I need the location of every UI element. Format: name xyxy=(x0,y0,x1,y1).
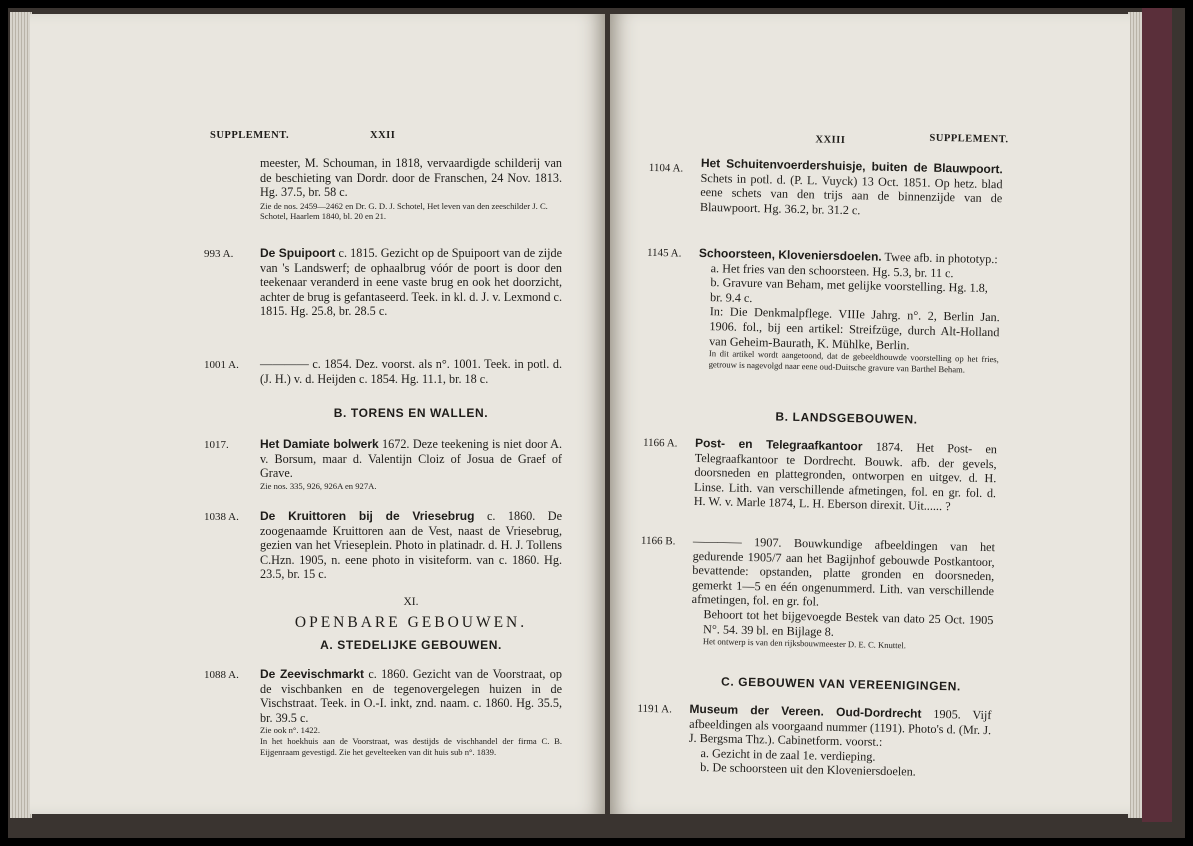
entry-note: Het ontwerp is van den rijksbouwmeester D. E. C. Knuttel. xyxy=(702,636,907,651)
running-head-page-number: XXII xyxy=(370,130,396,141)
entry-number: 1191 A. xyxy=(637,702,673,716)
right-page xyxy=(610,14,1130,814)
entry-1166b xyxy=(691,534,995,653)
entry-note: Zie ook n°. 1422. xyxy=(260,725,321,736)
entry-number: 1166 A. xyxy=(642,436,678,450)
entry-note: In het hoekhuis aan de Voorstraat, was destijds de vischhandel der firma C. B. Eijgenraam gevestigd. Zie het gevelteeken van dit huis sub n°. 1839. xyxy=(260,735,562,757)
continued-note: Zie de nos. 2459—2462 en Dr. G. D. J. Schotel, Het leven van den zeeschilder J. C. Schotel, Haarlem 1840, bl. 20 en 21. xyxy=(260,200,548,222)
entry-text: 1672. Deze teekening is niet door A. v. Borsum, maar d. Valentijn Cloiz of Josua de Graef of Grave. xyxy=(260,437,562,481)
entry-heading: Het Damiate bolwerk xyxy=(260,437,379,451)
entry-heading: De Kruittoren bij de Vriesebrug xyxy=(260,509,475,523)
entry-heading: Post- en Telegraafkantoor xyxy=(694,435,863,454)
entry-number: 1001 A. xyxy=(204,359,239,371)
ditto-dash: ———— xyxy=(260,357,309,371)
entry-text: c. 1815. Gezicht op de Spuipoort van de zijde van 's Landswerf; de ophaalbrug vóór de poort is door den teekenaar veranderd in eene vaste brug en ook het doorzicht, achter de brug is gefantaseerd. Teek. in kl. d. J. v. Lexmond c. 1815. Hg. 25.8, br. 28.5 c. xyxy=(260,246,563,319)
running-head-right: SUPPLEMENT. xyxy=(929,132,1009,146)
running-head-page-number: XXIII xyxy=(815,134,846,146)
publication-ref: In: Die Denkmalpflege. VIIIe Jahrg. n°. 2, Berlin Jan. 1906. fol., bij een artikel: Streifzüge, durch Alt-Holland van Geheim-Baurath, K. Mühlke, Berlin. xyxy=(709,304,1000,352)
running-head-left: SUPPLEMENT. xyxy=(210,130,290,141)
continued-entry xyxy=(260,156,562,222)
ditto-dash: ———— xyxy=(692,533,742,549)
section-heading: C. GEBOUWEN VAN VEREENIGINGEN. xyxy=(720,674,962,694)
item-a: a. Gezicht in de zaal 1e. verdieping. xyxy=(700,745,876,764)
section-heading: A. STEDELIJKE GEBOUWEN. xyxy=(320,638,502,652)
continued-text: meester, M. Schouman, in 1818, vervaardigde schilderij van de beschieting van Dordr. door de Franschen, 24 Nov. 1813. Hg. 37.5, br. 58 c. xyxy=(260,156,562,200)
entry-heading: Het Schuitenvoerdershuisje, buiten de Blauwpoort. xyxy=(700,155,1003,177)
entry-993a xyxy=(260,246,562,319)
entry-text: 1907. Bouwkundige afbeeldingen van het gedurende 1905/7 aan het Bagijnhof gebouwde Postkantoor, bevattende: opstanden, platte gronden en doorsneden, gemerkt 1—5 en één ongenummerd. Lith. van verschillende afmetingen, fol. en gr. fol. xyxy=(691,534,996,609)
section-heading: B. LANDSGEBOUWEN. xyxy=(775,409,918,427)
entry-1088a xyxy=(260,667,562,757)
entry-text: Schets in potl. d. (P. L. Vuyck) 13 Oct. 1851. Op hetz. blad eene schets van den trijs aan de binnenzijde van de Blauwpoort. Hg. 36.2, br. 31.2 c. xyxy=(699,170,1003,218)
entry-text: 1874. Het Post- en Telegraafkantoor te Dordrecht. Bouwk. afb. der gevels, doorsneden en plattegronden, ontworpen en uitgev. d. H. Linse. Lith. van verschillende afmetingen, fol. en gr. fol. d. H. W. v. Marle 1874, L. H. Eberson direxit. Uit...... ? xyxy=(693,439,998,514)
item-a: a. Het fries van den schoorsteen. Hg. 5.3, br. 11 c. xyxy=(710,260,954,280)
entry-reference: Behoort tot het bijgevoegde Bestek van dato 25 Oct. 1905 N°. 54. 39 bl. en Bijlage 8. xyxy=(703,607,994,639)
page-edges-left xyxy=(10,12,32,818)
entry-text: 1905. Vijf afbeeldingen als voorgaand nummer (1191). Photo's d. (Mr. J. J. Bergsma Thz.). Cabinetform. voorst.: xyxy=(688,706,992,750)
entry-1038a xyxy=(260,509,562,582)
entry-text: c. 1860. Gezicht van de Voorstraat, op de vischbanken en de tegenovergelegen huizen in de Vischstraat. Teek. in O.-I. inkt, znd. naam. c. 1860. Hg. 35.5, br. 39.5 c. xyxy=(260,667,562,725)
left-page xyxy=(30,14,605,814)
entry-1017 xyxy=(260,437,562,491)
entry-1145a xyxy=(697,246,1002,376)
entry-number: 1166 B. xyxy=(640,534,676,548)
entry-1191a xyxy=(688,702,991,781)
entry-1166a xyxy=(694,436,997,515)
entry-number: 1104 A. xyxy=(648,161,684,175)
page-edges-right xyxy=(1128,12,1142,818)
entry-text: c. 1854. Dez. voorst. als n°. 1001. Teek. in potl. d. (J. H.) v. d. Heijden c. 1854. Hg. 11.1, br. 18 c. xyxy=(260,357,562,386)
entry-number: 1145 A. xyxy=(646,246,682,260)
entry-heading: De Spuipoort xyxy=(260,246,336,260)
entry-1104a xyxy=(700,156,1003,221)
item-b: b. Gravure van Beham, met gelijke voorstelling. Hg. 1.8, br. 9.4 c. xyxy=(709,275,989,305)
entry-heading: De Zeevischmarkt xyxy=(260,667,364,681)
entry-number: 1088 A. xyxy=(204,669,239,681)
entry-number: 1017. xyxy=(204,439,229,451)
section-heading: B. TORENS EN WALLEN. xyxy=(333,406,489,420)
entry-text: c. 1860. De zoogenaamde Kruittoren aan de Vest, naast de Vriesebrug, gezien van het Vrieseplein. Photo in platinadr. d. H. J. Tollens C.Hzn. 1905, n. eene photo in visiteform. van c. 1860. Hg. 23.5, br. 15 c. xyxy=(260,509,562,582)
entry-number: 1038 A. xyxy=(204,511,239,523)
entry-heading: Museum der Vereen. Oud-Dordrecht xyxy=(689,701,922,721)
chapter-title: OPENBARE GEBOUWEN. xyxy=(294,614,528,631)
entry-number: 993 A. xyxy=(204,248,234,260)
chapter-number: XI. xyxy=(403,596,419,608)
item-b: b. De schoorsteen uit den Kloveniersdoelen. xyxy=(700,760,916,779)
entry-1001a xyxy=(260,357,562,386)
entry-note: Zie nos. 335, 926, 926A en 927A. xyxy=(260,480,377,491)
entry-note: In dit artikel wordt aangetoond, dat de gebeeldhouwde voorstelling op het fries, getrouw is nagevolgd naar eene oud-Duitsche gravure van Barthel Beham. xyxy=(708,348,999,375)
book-cover-right xyxy=(1142,8,1172,822)
entry-heading: Schoorsteen, Kloveniersdoelen. xyxy=(698,245,882,264)
entry-text: Twee afb. in phototyp.: xyxy=(881,249,998,267)
